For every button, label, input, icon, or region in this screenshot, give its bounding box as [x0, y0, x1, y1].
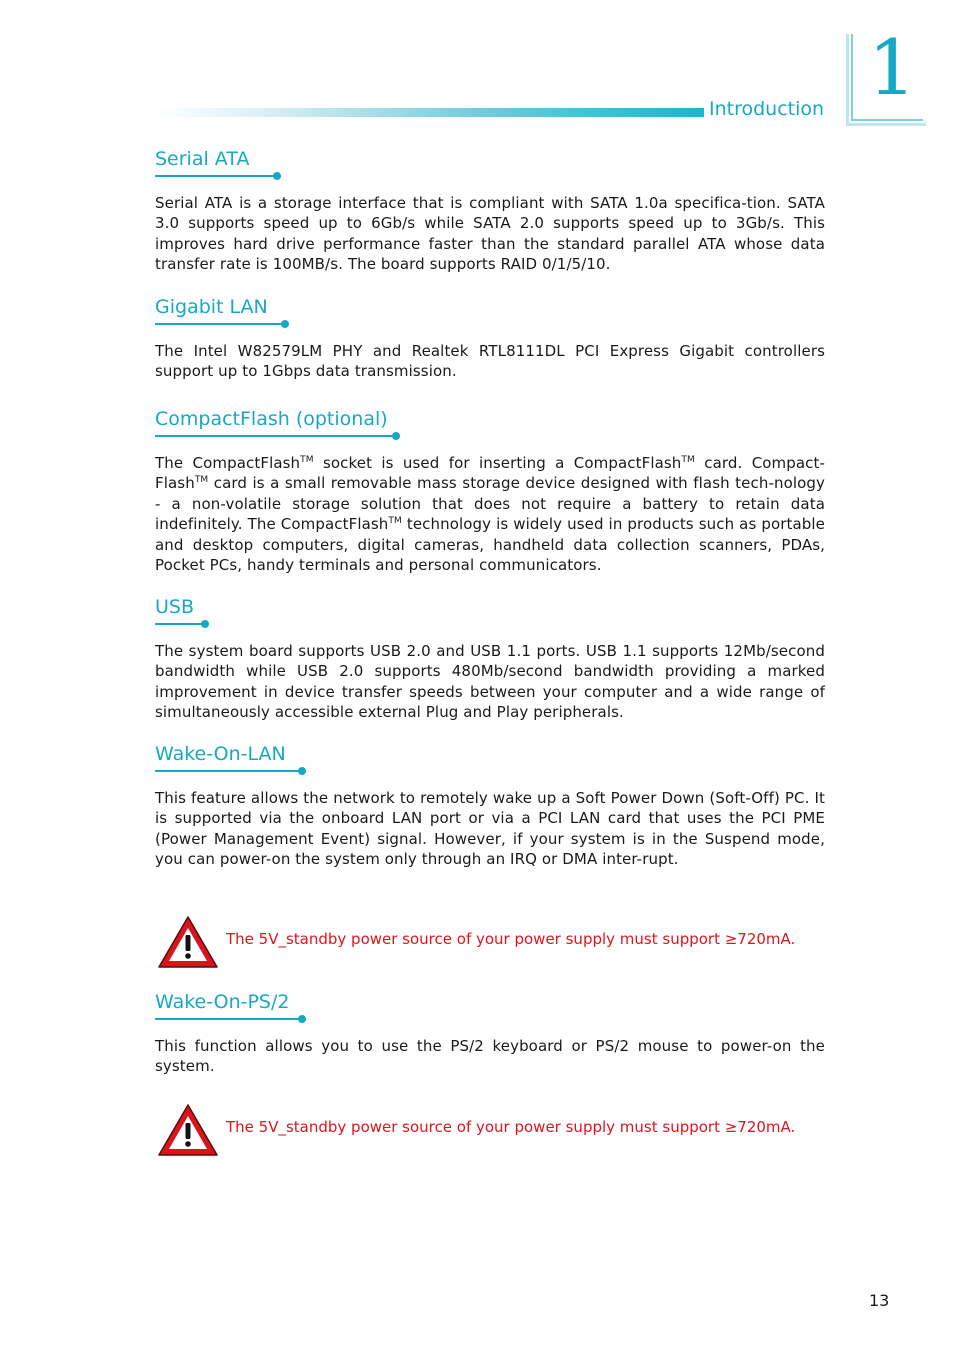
section-compactflash: [155, 408, 825, 576]
heading-text: Wake-On-PS/2: [155, 991, 290, 1013]
heading-text: Wake-On-LAN: [155, 743, 286, 765]
warning-icon: [157, 1103, 219, 1157]
page-number: 13: [869, 1291, 890, 1310]
section-heading: [155, 743, 286, 772]
section-body: The Intel W82579LM PHY and Realtek RTL8111DL PCI Express Gigabit controllers support up to 1Gbps data transmission.: [155, 341, 825, 381]
section-wake-on-lan: [155, 743, 825, 870]
heading-underline: [155, 1018, 302, 1020]
heading-underline: [155, 770, 302, 772]
section-wake-on-ps2: [155, 991, 825, 1077]
heading-underline: [155, 435, 396, 437]
heading-dot: [281, 320, 289, 328]
chapter-number: 1: [868, 23, 917, 112]
heading-dot: [298, 767, 306, 775]
heading-dot: [201, 620, 209, 628]
heading-underline: [155, 323, 285, 325]
heading-text: Gigabit LAN: [155, 296, 268, 318]
section-body: The CompactFlash™ socket is used for inserting a CompactFlash™ card. Compact-Flash™ card is a small removable mass storage device designed with flash tech-nology - a non-volatile storage solution that does not require a battery to retain data indefinitely. The CompactFlash™ technology is widely used in products such as portable and desktop computers, digital cameras, handheld data collection scanners, PDAs, Pocket PCs, handy terminals and personal communicators.: [155, 453, 826, 575]
warning-icon: [157, 915, 219, 969]
header-title: Introduction: [709, 98, 825, 120]
heading-underline: [155, 623, 205, 625]
section-body: This function allows you to use the PS/2 keyboard or PS/2 mouse to power-on the system.: [155, 1036, 825, 1076]
warning-text: The 5V_standby power source of your power supply must support ≥720mA.: [226, 930, 796, 948]
section-usb: [155, 596, 825, 723]
section-heading: [155, 991, 289, 1020]
section-heading: [155, 408, 388, 437]
section-heading: [155, 596, 194, 625]
heading-dot: [392, 432, 400, 440]
section-body: Serial ATA is a storage interface that is compliant with SATA 1.0a specifica-tion. SATA 3.0 supports speed up to 6Gb/s while SATA 2.0 supports speed up to 3Gb/s. This improves hard drive performance faster than the standard parallel ATA whose data transfer rate is 100MB/s. The board supports RAID 0/1/5/10.: [155, 193, 825, 274]
heading-text: CompactFlash (optional): [155, 408, 388, 430]
heading-text: Serial ATA: [155, 148, 250, 170]
heading-underline: [155, 175, 277, 177]
warning-note: [155, 915, 825, 975]
section-serial-ata: [155, 148, 825, 275]
warning-note: [155, 1103, 825, 1163]
section-heading: [155, 296, 268, 325]
heading-dot: [298, 1015, 306, 1023]
section-body: The system board supports USB 2.0 and USB 1.1 ports. USB 1.1 supports 12Mb/second bandwidth while USB 2.0 supports 480Mb/second bandwidth providing a marked improvement in device transfer speeds between your computer and a wide range of simultaneously accessible external Plug and Play peripherals.: [155, 641, 825, 722]
header-gradient-bar: [156, 108, 704, 117]
section-heading: [155, 148, 249, 177]
warning-text: The 5V_standby power source of your power supply must support ≥720mA.: [226, 1118, 796, 1136]
section-body: This feature allows the network to remotely wake up a Soft Power Down (Soft-Off) PC. It is supported via the onboard LAN port or via a PCI LAN card that uses the PCI PME (Power Management Event) signal. However, if your system is in the Suspend mode, you can power-on the system only through an IRQ or DMA inter-rupt.: [155, 788, 825, 869]
heading-dot: [273, 172, 281, 180]
heading-text: USB: [155, 596, 195, 618]
section-gigabit-lan: [155, 296, 825, 382]
